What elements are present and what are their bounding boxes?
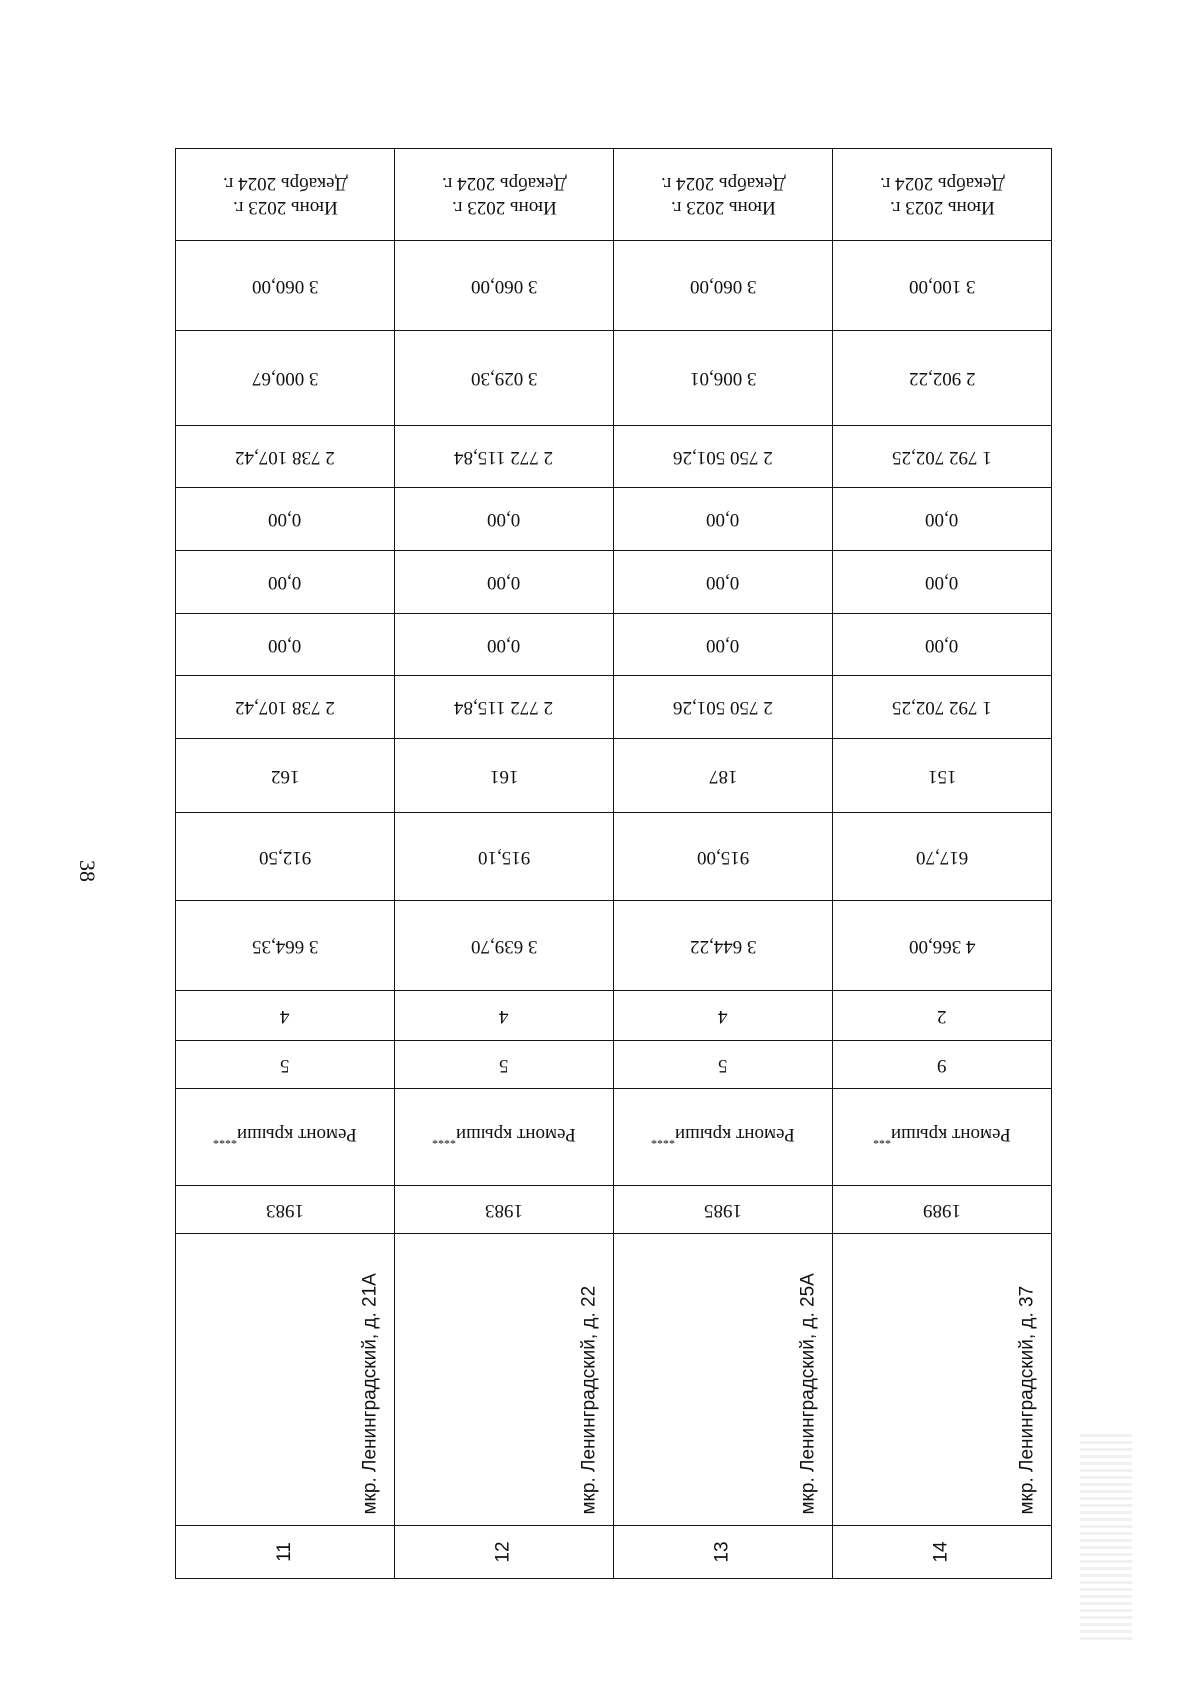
fund-owners-value: 2 738 107,42 — [235, 697, 335, 718]
fund-1-value: 0,00 — [487, 509, 521, 530]
cell-fund-owners — [394, 675, 614, 739]
entrances-value: 4 — [499, 1005, 509, 1027]
period-value: Июнь 2023 г. Декабрь 2024 г. — [879, 172, 1005, 218]
cell-fund-2 — [175, 550, 395, 614]
cell-fund-2 — [832, 550, 1052, 614]
cell-fund-2 — [613, 550, 833, 614]
area-work-value: 912,50 — [258, 846, 312, 868]
cell-entrances — [394, 990, 614, 1041]
cell-unit-cost — [394, 330, 614, 426]
cell-entrances — [613, 990, 833, 1041]
cell-floors — [832, 1040, 1052, 1089]
residents-value: 151 — [927, 765, 957, 787]
cell-entrances — [832, 990, 1052, 1041]
entrances-value: 4 — [280, 1005, 290, 1027]
cell-period — [613, 148, 833, 241]
cell-period — [832, 148, 1052, 241]
unit-limit-value: 3 060,00 — [251, 275, 319, 297]
period-value: Июнь 2023 г. Декабрь 2024 г. — [222, 172, 348, 218]
year-value: 1985 — [704, 1199, 742, 1221]
cell-area-total — [175, 900, 395, 991]
cell-cost-total — [832, 425, 1052, 488]
unit-cost-value: 3 006,01 — [689, 368, 757, 389]
scan-stamp-artifact — [1080, 1430, 1132, 1640]
cell-unit-limit — [175, 240, 395, 331]
cell-area-total — [613, 900, 833, 991]
cell-year — [394, 1185, 614, 1234]
cell-fund-3 — [613, 613, 833, 676]
cost-total-value: 2 750 501,26 — [673, 446, 773, 468]
cell-unit-cost — [175, 330, 395, 426]
cell-fund-3 — [175, 613, 395, 676]
cell-work — [832, 1088, 1052, 1186]
row-number: 14 — [930, 1541, 952, 1563]
work-type-label: Ремонт крыши — [675, 1123, 795, 1145]
fund-2-value: 0,00 — [925, 572, 959, 593]
cell-area-work — [832, 812, 1052, 901]
address-text: мкр. Ленинградский, д. 37 — [1016, 1285, 1037, 1514]
cell-year — [832, 1185, 1052, 1234]
floors-value: 9 — [937, 1054, 947, 1076]
footnote-mark: **** — [651, 1133, 676, 1148]
cell-fund-1 — [613, 487, 833, 551]
unit-limit-value: 3 060,00 — [689, 275, 757, 297]
footnote-mark: **** — [432, 1133, 457, 1148]
unit-limit-value: 3 100,00 — [908, 275, 976, 297]
cell-address — [613, 1233, 833, 1526]
fund-2-value: 0,00 — [487, 572, 521, 593]
fund-3-value: 0,00 — [487, 634, 521, 656]
area-work-value: 915,00 — [696, 846, 750, 868]
cell-entrances — [175, 990, 395, 1041]
page-number: 38 — [75, 860, 100, 882]
address-text: мкр. Ленинградский, д. 22 — [578, 1285, 599, 1514]
cell-unit-limit — [832, 240, 1052, 331]
period-value: Июнь 2023 г. Декабрь 2024 г. — [660, 172, 786, 218]
cell-residents — [175, 738, 395, 813]
cell-area-work — [613, 812, 833, 901]
cell-num — [613, 1525, 833, 1579]
fund-1-value: 0,00 — [925, 509, 959, 530]
cost-total-value: 1 792 702,25 — [892, 446, 992, 468]
area-total-value: 3 639,70 — [470, 935, 538, 957]
cell-work — [394, 1088, 614, 1186]
cell-fund-1 — [175, 487, 395, 551]
cell-address — [394, 1233, 614, 1526]
fund-1-value: 0,00 — [268, 509, 302, 530]
area-work-value: 617,70 — [915, 846, 969, 868]
residents-value: 187 — [708, 765, 738, 787]
unit-limit-value: 3 060,00 — [470, 275, 538, 297]
cell-unit-limit — [394, 240, 614, 331]
cell-residents — [613, 738, 833, 813]
work-type — [432, 1122, 576, 1152]
work-type — [651, 1122, 795, 1152]
year-value: 1989 — [923, 1199, 961, 1221]
address-text: мкр. Ленинградский, д. 25А — [797, 1272, 818, 1514]
cell-area-total — [832, 900, 1052, 991]
cell-num — [175, 1525, 395, 1579]
work-type — [873, 1122, 1011, 1152]
cost-total-value: 2 738 107,42 — [235, 446, 335, 468]
cell-period — [394, 148, 614, 241]
cell-unit-cost — [832, 330, 1052, 426]
cell-period — [175, 148, 395, 241]
period-value: Июнь 2023 г. Декабрь 2024 г. — [441, 172, 567, 218]
footnote-mark: **** — [213, 1133, 238, 1148]
cell-year — [613, 1185, 833, 1234]
cell-address — [832, 1233, 1052, 1526]
address-text: мкр. Ленинградский, д. 21А — [359, 1272, 380, 1514]
fund-3-value: 0,00 — [706, 634, 740, 656]
fund-1-value: 0,00 — [706, 509, 740, 530]
cell-area-total — [394, 900, 614, 991]
residents-value: 161 — [489, 765, 519, 787]
cell-work — [175, 1088, 395, 1186]
cell-area-work — [175, 812, 395, 901]
year-value: 1983 — [485, 1199, 523, 1221]
cell-fund-owners — [832, 675, 1052, 739]
row-number: 12 — [492, 1541, 514, 1563]
fund-owners-value: 2 772 115,84 — [454, 697, 554, 718]
cell-cost-total — [175, 425, 395, 488]
cell-cost-total — [394, 425, 614, 488]
footnote-mark: *** — [873, 1133, 892, 1148]
fund-3-value: 0,00 — [925, 634, 959, 656]
cell-fund-1 — [394, 487, 614, 551]
cell-fund-owners — [175, 675, 395, 739]
fund-owners-value: 2 750 501,26 — [673, 697, 773, 718]
cell-cost-total — [613, 425, 833, 488]
fund-2-value: 0,00 — [706, 572, 740, 593]
cell-address — [175, 1233, 395, 1526]
work-type-label: Ремонт крыши — [456, 1123, 576, 1145]
cell-fund-1 — [832, 487, 1052, 551]
unit-cost-value: 3 000,67 — [251, 368, 319, 389]
cell-unit-cost — [613, 330, 833, 426]
cell-residents — [832, 738, 1052, 813]
cell-num — [832, 1525, 1052, 1579]
fund-3-value: 0,00 — [268, 634, 302, 656]
unit-cost-value: 3 029,30 — [470, 368, 538, 389]
cell-year — [175, 1185, 395, 1234]
entrances-value: 4 — [718, 1005, 728, 1027]
cell-work — [613, 1088, 833, 1186]
fund-2-value: 0,00 — [268, 572, 302, 593]
cell-num — [394, 1525, 614, 1579]
cell-unit-limit — [613, 240, 833, 331]
cell-fund-3 — [394, 613, 614, 676]
cell-fund-owners — [613, 675, 833, 739]
floors-value: 5 — [499, 1054, 509, 1076]
cost-total-value: 2 772 115,84 — [454, 446, 554, 468]
row-number: 13 — [711, 1541, 733, 1563]
cell-fund-3 — [832, 613, 1052, 676]
floors-value: 5 — [280, 1054, 290, 1076]
unit-cost-value: 2 902,22 — [908, 368, 976, 389]
cell-floors — [613, 1040, 833, 1089]
year-value: 1983 — [266, 1199, 304, 1221]
cell-floors — [175, 1040, 395, 1089]
row-number: 11 — [273, 1542, 295, 1562]
area-total-value: 3 664,35 — [251, 935, 319, 957]
area-total-value: 4 366,00 — [908, 935, 976, 957]
fund-owners-value: 1 792 702,25 — [892, 697, 992, 718]
work-type — [213, 1122, 357, 1152]
work-type-label: Ремонт крыши — [891, 1123, 1011, 1145]
entrances-value: 2 — [937, 1005, 947, 1027]
floors-value: 5 — [718, 1054, 728, 1076]
cell-fund-2 — [394, 550, 614, 614]
area-total-value: 3 644,22 — [689, 935, 757, 957]
area-work-value: 915,10 — [477, 846, 531, 868]
cell-residents — [394, 738, 614, 813]
cell-floors — [394, 1040, 614, 1089]
work-type-label: Ремонт крыши — [237, 1123, 357, 1145]
residents-value: 162 — [270, 765, 300, 787]
cell-area-work — [394, 812, 614, 901]
